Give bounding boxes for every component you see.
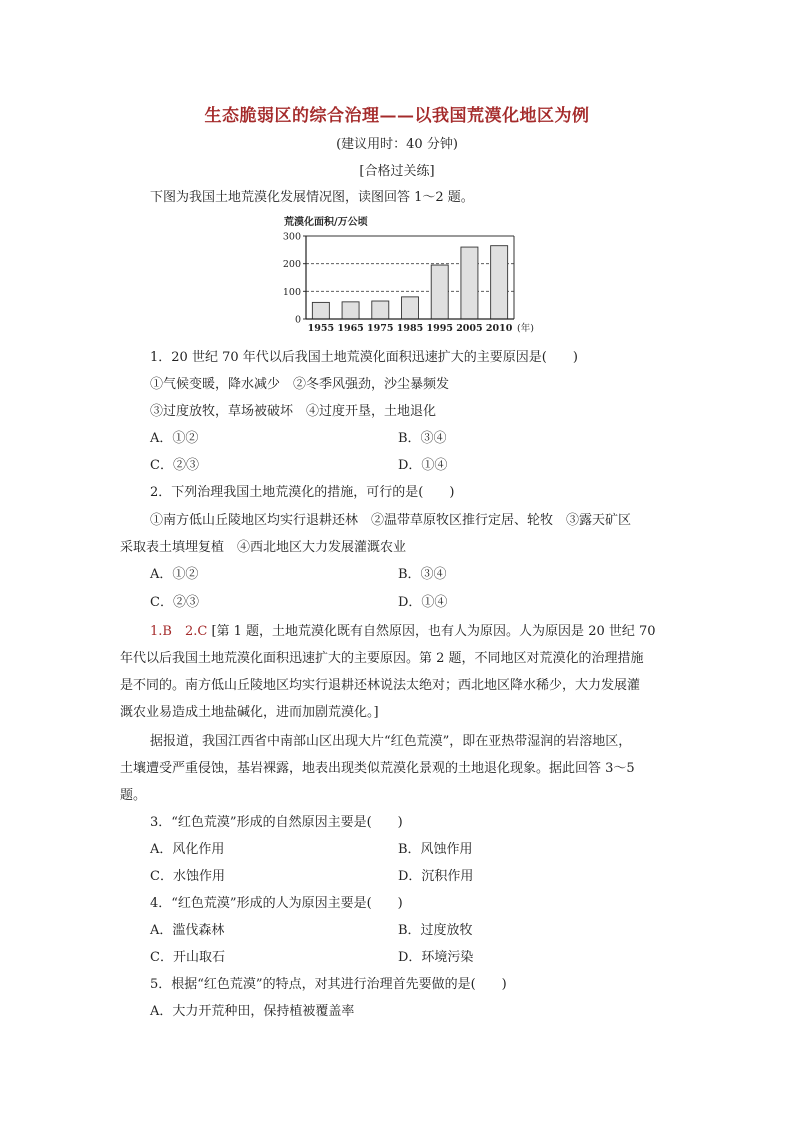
q4-choice-b: B．过度放牧 xyxy=(398,923,473,938)
chart-svg xyxy=(282,210,542,340)
suggested-time: (建议用时：40 分钟) xyxy=(336,137,458,152)
answer-line2: 年代以后我国土地荒漠化面积迅速扩大的主要原因。第 2 题，不同地区对荒漠化的治理措施 xyxy=(120,651,644,666)
x-tick-label: 1985 xyxy=(396,323,424,334)
chart-intro: 下图为我国土地荒漠化发展情况图，读图回答 1～2 题。 xyxy=(150,190,474,205)
q2-stem: 2．下列治理我国土地荒漠化的措施，可行的是( ) xyxy=(150,485,455,500)
y-tick-label: 0 xyxy=(294,314,301,326)
q2-choice-d: D．①④ xyxy=(398,595,448,610)
q5-stem: 5．根据“红色荒漠”的特点，对其进行治理首先要做的是( ) xyxy=(150,977,507,992)
q1-choice-d: D．①④ xyxy=(398,458,448,473)
q1-options-line1: ①气候变暖，降水减少 ②冬季风强劲，沙尘暴频发 xyxy=(150,377,450,392)
x-tick-label: 2005 xyxy=(456,323,483,334)
bar xyxy=(402,297,419,319)
q2-options-line1: ①南方低山丘陵地区均实行退耕还林 ②温带草原牧区推行定居、轮牧 ③露天矿区 xyxy=(150,513,632,528)
answer-line4: 溉农业易造成土地盐碱化，进而加剧荒漠化。] xyxy=(120,705,379,720)
answer-line1 xyxy=(150,620,656,639)
x-tick-label: 2010 xyxy=(485,323,513,334)
q2-choice-a: A．①② xyxy=(150,567,199,582)
q1-choice-a: A．①② xyxy=(150,431,199,446)
q3-choice-b: B．风蚀作用 xyxy=(398,842,473,857)
answer-line3: 是不同的。南方低山丘陵地区均实行退耕还林说法太绝对；西北地区降水稀少，大力发展灌 xyxy=(120,678,641,693)
q1-choice-b: B．③④ xyxy=(398,431,447,446)
q4-choice-a: A．滥伐森林 xyxy=(150,923,225,938)
q5-choice-a: A．大力开荒种田，保持植被覆盖率 xyxy=(150,1004,355,1019)
q1-options-line2: ③过度放牧，草场被破坏 ④过度开垦，土地退化 xyxy=(150,404,437,419)
x-tick-label: 1955 xyxy=(307,323,335,334)
q3-choice-d: D．沉积作用 xyxy=(398,869,474,884)
page-title: 生态脆弱区的综合治理——以我国荒漠化地区为例 xyxy=(204,106,590,126)
y-tick-label: 100 xyxy=(282,286,301,298)
q4-choice-d: D．环境污染 xyxy=(398,950,474,965)
section-heading: [合格过关练] xyxy=(359,164,435,179)
q4-stem: 4．“红色荒漠”形成的人为原因主要是( ) xyxy=(150,896,403,911)
q2-choice-b: B．③④ xyxy=(398,567,447,582)
q3-choice-c: C．水蚀作用 xyxy=(150,869,225,884)
passage-line3: 题。 xyxy=(120,788,147,803)
bar xyxy=(342,302,359,319)
x-tick-label: 1965 xyxy=(337,323,364,334)
bar xyxy=(312,302,329,319)
bar xyxy=(431,265,448,319)
passage-line2: 土壤遭受严重侵蚀，基岩裸露，地表出现类似荒漠化景观的土地退化现象。据此回答 3～5 xyxy=(120,761,635,776)
desertification-bar-chart xyxy=(282,210,542,340)
q4-choice-c: C．开山取石 xyxy=(150,950,225,965)
q2-options-line2: 采取表土填埋复植 ④西北地区大力发展灌溉农业 xyxy=(120,540,407,555)
y-axis-label: 荒漠化面积/万公顷 xyxy=(284,217,368,228)
y-tick-label: 200 xyxy=(282,259,301,271)
passage-line1: 据报道，我国江西省中南部山区出现大片“红色荒漠”，即在亚热带湿润的岩溶地区， xyxy=(150,734,632,749)
q3-choice-a: A．风化作用 xyxy=(150,842,225,857)
x-tick-label: 1975 xyxy=(367,323,394,334)
q2-choice-c: C．②③ xyxy=(150,595,199,610)
q1-stem: 1．20 世纪 70 年代以后我国土地荒漠化面积迅速扩大的主要原因是( ) xyxy=(150,350,578,365)
q3-stem: 3．“红色荒漠”形成的自然原因主要是( ) xyxy=(150,815,403,830)
bar xyxy=(491,246,508,319)
x-tick-label: 1995 xyxy=(426,323,453,334)
y-tick-label: 300 xyxy=(282,231,301,243)
answer-key: 1.B 2.C xyxy=(150,624,208,639)
answer-explanation-start: [第 1 题，土地荒漠化既有自然原因，也有人为原因。人为原因是 20 世纪 70 xyxy=(211,624,656,639)
q1-choice-c: C．②③ xyxy=(150,458,199,473)
bar xyxy=(372,301,389,319)
x-axis-unit: (年) xyxy=(517,323,534,334)
bar xyxy=(461,247,478,319)
